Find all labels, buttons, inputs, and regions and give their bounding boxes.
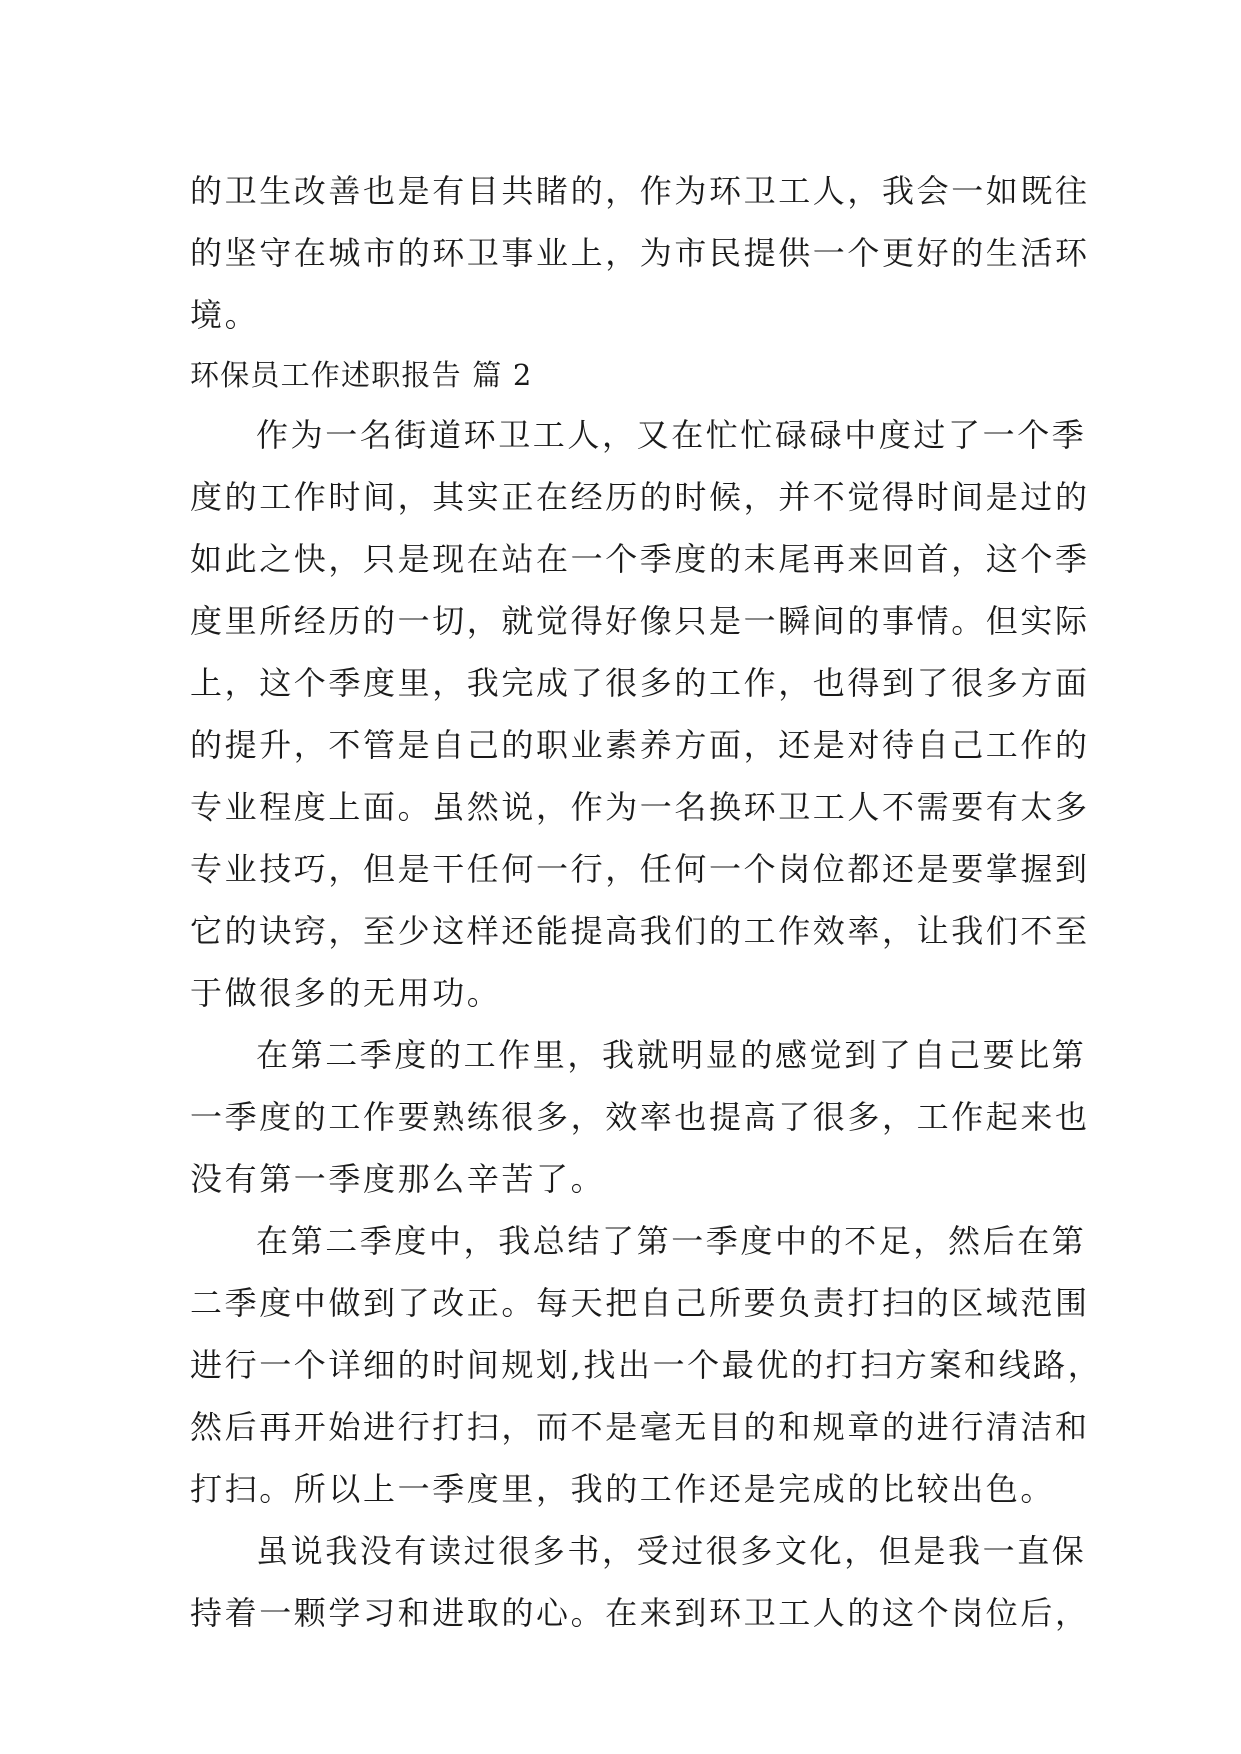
text-line: 在第二季度的工作里，我就明显的感觉到了自己要比第 xyxy=(256,1036,1087,1074)
text-line: 一季度的工作要熟练很多，效率也提高了很多，工作起来也 xyxy=(190,1098,1090,1136)
intro-paragraph xyxy=(190,160,1090,346)
text-line: 在第二季度中，我总结了第一季度中的不足，然后在第 xyxy=(256,1222,1087,1260)
paragraph-3 xyxy=(190,1210,1103,1520)
paragraph-4 xyxy=(190,1520,1090,1644)
text-line: 进行一个详细的时间规划,找出一个最优的打扫方案和线路， xyxy=(190,1346,1103,1384)
section-heading: 环保员工作述职报告 篇 2 xyxy=(190,358,533,392)
paragraph-1 xyxy=(190,404,1090,1024)
text-line: 作为一名街道环卫工人，又在忙忙碌碌中度过了一个季 xyxy=(256,416,1087,454)
text-line: 没有第一季度那么辛苦了。 xyxy=(190,1160,606,1198)
text-line: 境。 xyxy=(190,296,260,334)
text-line: 于做很多的无用功。 xyxy=(190,974,502,1012)
text-line: 如此之快，只是现在站在一个季度的末尾再来回首，这个季 xyxy=(190,540,1090,578)
text-line: 然后再开始进行打扫，而不是毫无目的和规章的进行清洁和 xyxy=(190,1408,1090,1446)
text-line: 的卫生改善也是有目共睹的，作为环卫工人，我会一如既往 xyxy=(190,172,1090,210)
text-line: 虽说我没有读过很多书，受过很多文化，但是我一直保 xyxy=(256,1532,1087,1570)
text-line: 度里所经历的一切，就觉得好像只是一瞬间的事情。但实际 xyxy=(190,602,1090,640)
text-line: 上，这个季度里，我完成了很多的工作，也得到了很多方面 xyxy=(190,664,1090,702)
text-line: 的提升，不管是自己的职业素养方面，还是对待自己工作的 xyxy=(190,726,1090,764)
text-line: 二季度中做到了改正。每天把自己所要负责打扫的区域范围 xyxy=(190,1284,1090,1322)
paragraph-2 xyxy=(190,1024,1090,1210)
text-line: 持着一颗学习和进取的心。在来到环卫工人的这个岗位后， xyxy=(190,1594,1090,1632)
text-line: 度的工作时间，其实正在经历的时候，并不觉得时间是过的 xyxy=(190,478,1090,516)
text-line: 的坚守在城市的环卫事业上，为市民提供一个更好的生活环 xyxy=(190,234,1090,272)
text-line: 专业技巧，但是干任何一行，任何一个岗位都还是要掌握到 xyxy=(190,850,1090,888)
text-line: 打扫。所以上一季度里，我的工作还是完成的比较出色。 xyxy=(190,1470,1056,1508)
text-line: 它的诀窍，至少这样还能提高我们的工作效率，让我们不至 xyxy=(190,912,1090,950)
document-body xyxy=(190,160,1103,1644)
text-line: 专业程度上面。虽然说，作为一名换环卫工人不需要有太多 xyxy=(190,788,1090,826)
